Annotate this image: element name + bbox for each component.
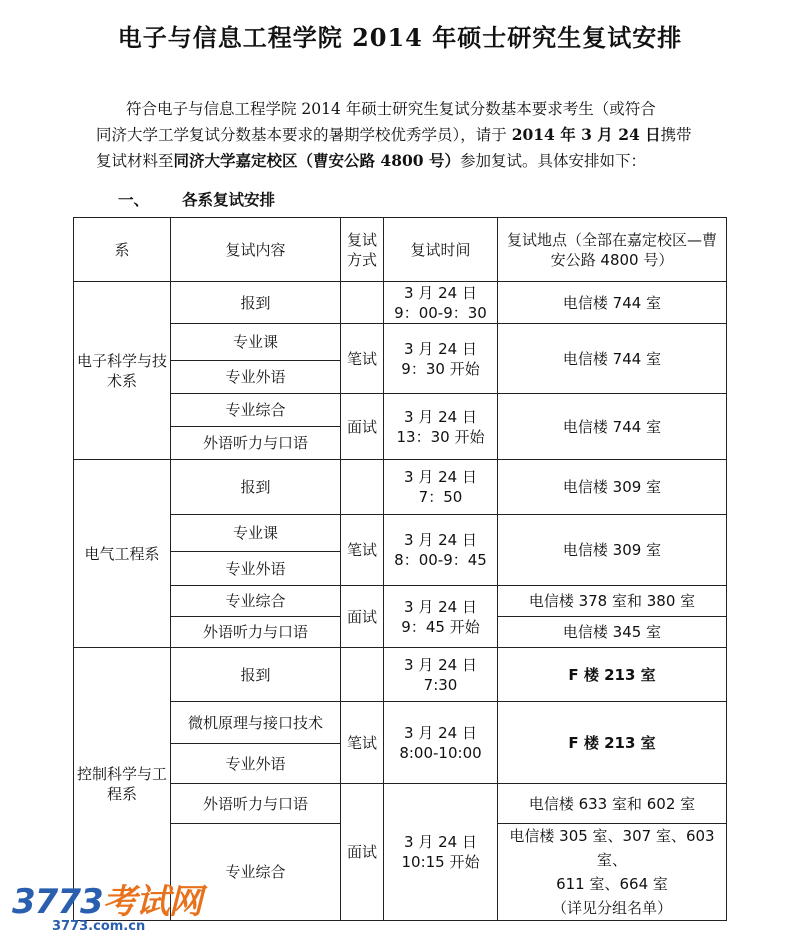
place-cell: 电信楼 378 室和 380 室 xyxy=(498,586,727,617)
header-place: 复试地点（全部在嘉定校区—曹安公路 4800 号） xyxy=(498,218,727,282)
time-cell: 3 月 24 日 10:15 开始 xyxy=(384,784,498,921)
content-cell: 报到 xyxy=(171,460,341,515)
place-cell: F 楼 213 室 xyxy=(498,648,727,702)
table-row xyxy=(74,702,727,744)
intro-text: 复试材料至 xyxy=(96,152,174,170)
page-title: 电子与信息工程学院 2014 年硕士研究生复试安排 xyxy=(117,23,683,52)
method-cell: 面试 xyxy=(341,394,384,460)
dept-name: 电子科学与技术系 xyxy=(74,282,171,460)
content-cell: 专业综合 xyxy=(171,824,341,921)
header-time: 复试时间 xyxy=(384,218,498,282)
method-cell xyxy=(341,460,384,515)
content-cell: 外语听力与口语 xyxy=(171,427,341,460)
place-cell: 电信楼 309 室 xyxy=(498,460,727,515)
content-cell: 报到 xyxy=(171,282,341,324)
table-row xyxy=(74,324,727,361)
place-cell: 电信楼 633 室和 602 室 xyxy=(498,784,727,824)
place-cell: 电信楼 309 室 xyxy=(498,515,727,586)
watermark-cn: 考试网 xyxy=(102,882,202,922)
content-cell: 微机原理与接口技术 xyxy=(171,702,341,744)
method-cell: 笔试 xyxy=(341,324,384,394)
time-cell: 3 月 24 日 8:00-10:00 xyxy=(384,702,498,784)
watermark-brand xyxy=(12,884,202,920)
table-header-row xyxy=(74,218,727,282)
time-cell: 3 月 24 日 9：30 开始 xyxy=(384,324,498,394)
content-cell: 专业综合 xyxy=(171,586,341,617)
header-dept: 系 xyxy=(74,218,171,282)
content-cell: 外语听力与口语 xyxy=(171,784,341,824)
place-cell: 电信楼 345 室 xyxy=(498,617,727,648)
place-cell: 电信楼 744 室 xyxy=(498,282,727,324)
time-cell: 3 月 24 日 13：30 开始 xyxy=(384,394,498,460)
content-cell: 专业课 xyxy=(171,324,341,361)
section-label: 各系复试安排 xyxy=(182,190,276,209)
time-cell: 3 月 24 日 7：50 xyxy=(384,460,498,515)
time-cell: 3 月 24 日 9：00-9：30 xyxy=(384,282,498,324)
watermark-logo xyxy=(12,884,202,934)
content-cell: 外语听力与口语 xyxy=(171,617,341,648)
time-cell: 3 月 24 日 8：00-9：45 xyxy=(384,515,498,586)
dept-name: 控制科学与工程系 xyxy=(74,648,171,921)
time-cell: 3 月 24 日 7:30 xyxy=(384,648,498,702)
content-cell: 专业外语 xyxy=(171,744,341,784)
content-cell: 报到 xyxy=(171,648,341,702)
intro-text: 携带 xyxy=(660,126,692,144)
method-cell: 笔试 xyxy=(341,515,384,586)
method-cell xyxy=(341,648,384,702)
table-row xyxy=(74,515,727,552)
intro-text: 同济大学工学复试分数基本要求的暑期学校优秀学员），请于 xyxy=(96,126,512,144)
place-cell: F 楼 213 室 xyxy=(498,702,727,784)
exam-date: 2014 年 3 月 24 日 xyxy=(511,125,661,144)
section-number: 一、 xyxy=(118,190,150,209)
table-row xyxy=(74,648,727,702)
content-cell: 专业外语 xyxy=(171,552,341,586)
table-row xyxy=(74,586,727,617)
watermark-url: 3773.com.cn xyxy=(52,919,146,934)
intro-line-3 xyxy=(96,148,736,174)
method-cell: 面试 xyxy=(341,784,384,921)
header-method: 复试方式 xyxy=(341,218,384,282)
table-row xyxy=(74,282,727,324)
intro-text: 符合电子与信息工程学院 2014 年硕士研究生复试分数基本要求考生（或符合 xyxy=(126,100,656,118)
method-cell: 面试 xyxy=(341,586,384,648)
content-cell: 专业外语 xyxy=(171,361,341,394)
watermark-digits: 3773 xyxy=(12,882,103,922)
method-cell xyxy=(341,282,384,324)
place-cell: 电信楼 744 室 xyxy=(498,324,727,394)
table-row xyxy=(74,394,727,427)
dept-name: 电气工程系 xyxy=(74,460,171,648)
header-content: 复试内容 xyxy=(171,218,341,282)
place-cell: 电信楼 744 室 xyxy=(498,394,727,460)
intro-text: 参加复试。具体安排如下： xyxy=(459,152,646,170)
table-row xyxy=(74,784,727,824)
table-row xyxy=(74,460,727,515)
schedule-table xyxy=(73,217,727,921)
exam-location: 同济大学嘉定校区（曹安公路 4800 号） xyxy=(173,151,460,170)
content-cell: 专业课 xyxy=(171,515,341,552)
intro-line-2 xyxy=(96,122,736,148)
place-cell: 电信楼 305 室、307 室、603 室、 611 室、664 室 （详见分组名单） xyxy=(498,824,727,921)
content-cell: 专业综合 xyxy=(171,394,341,427)
method-cell: 笔试 xyxy=(341,702,384,784)
intro-line-1 xyxy=(96,96,736,122)
section-heading xyxy=(118,188,275,210)
time-cell: 3 月 24 日 9：45 开始 xyxy=(384,586,498,648)
